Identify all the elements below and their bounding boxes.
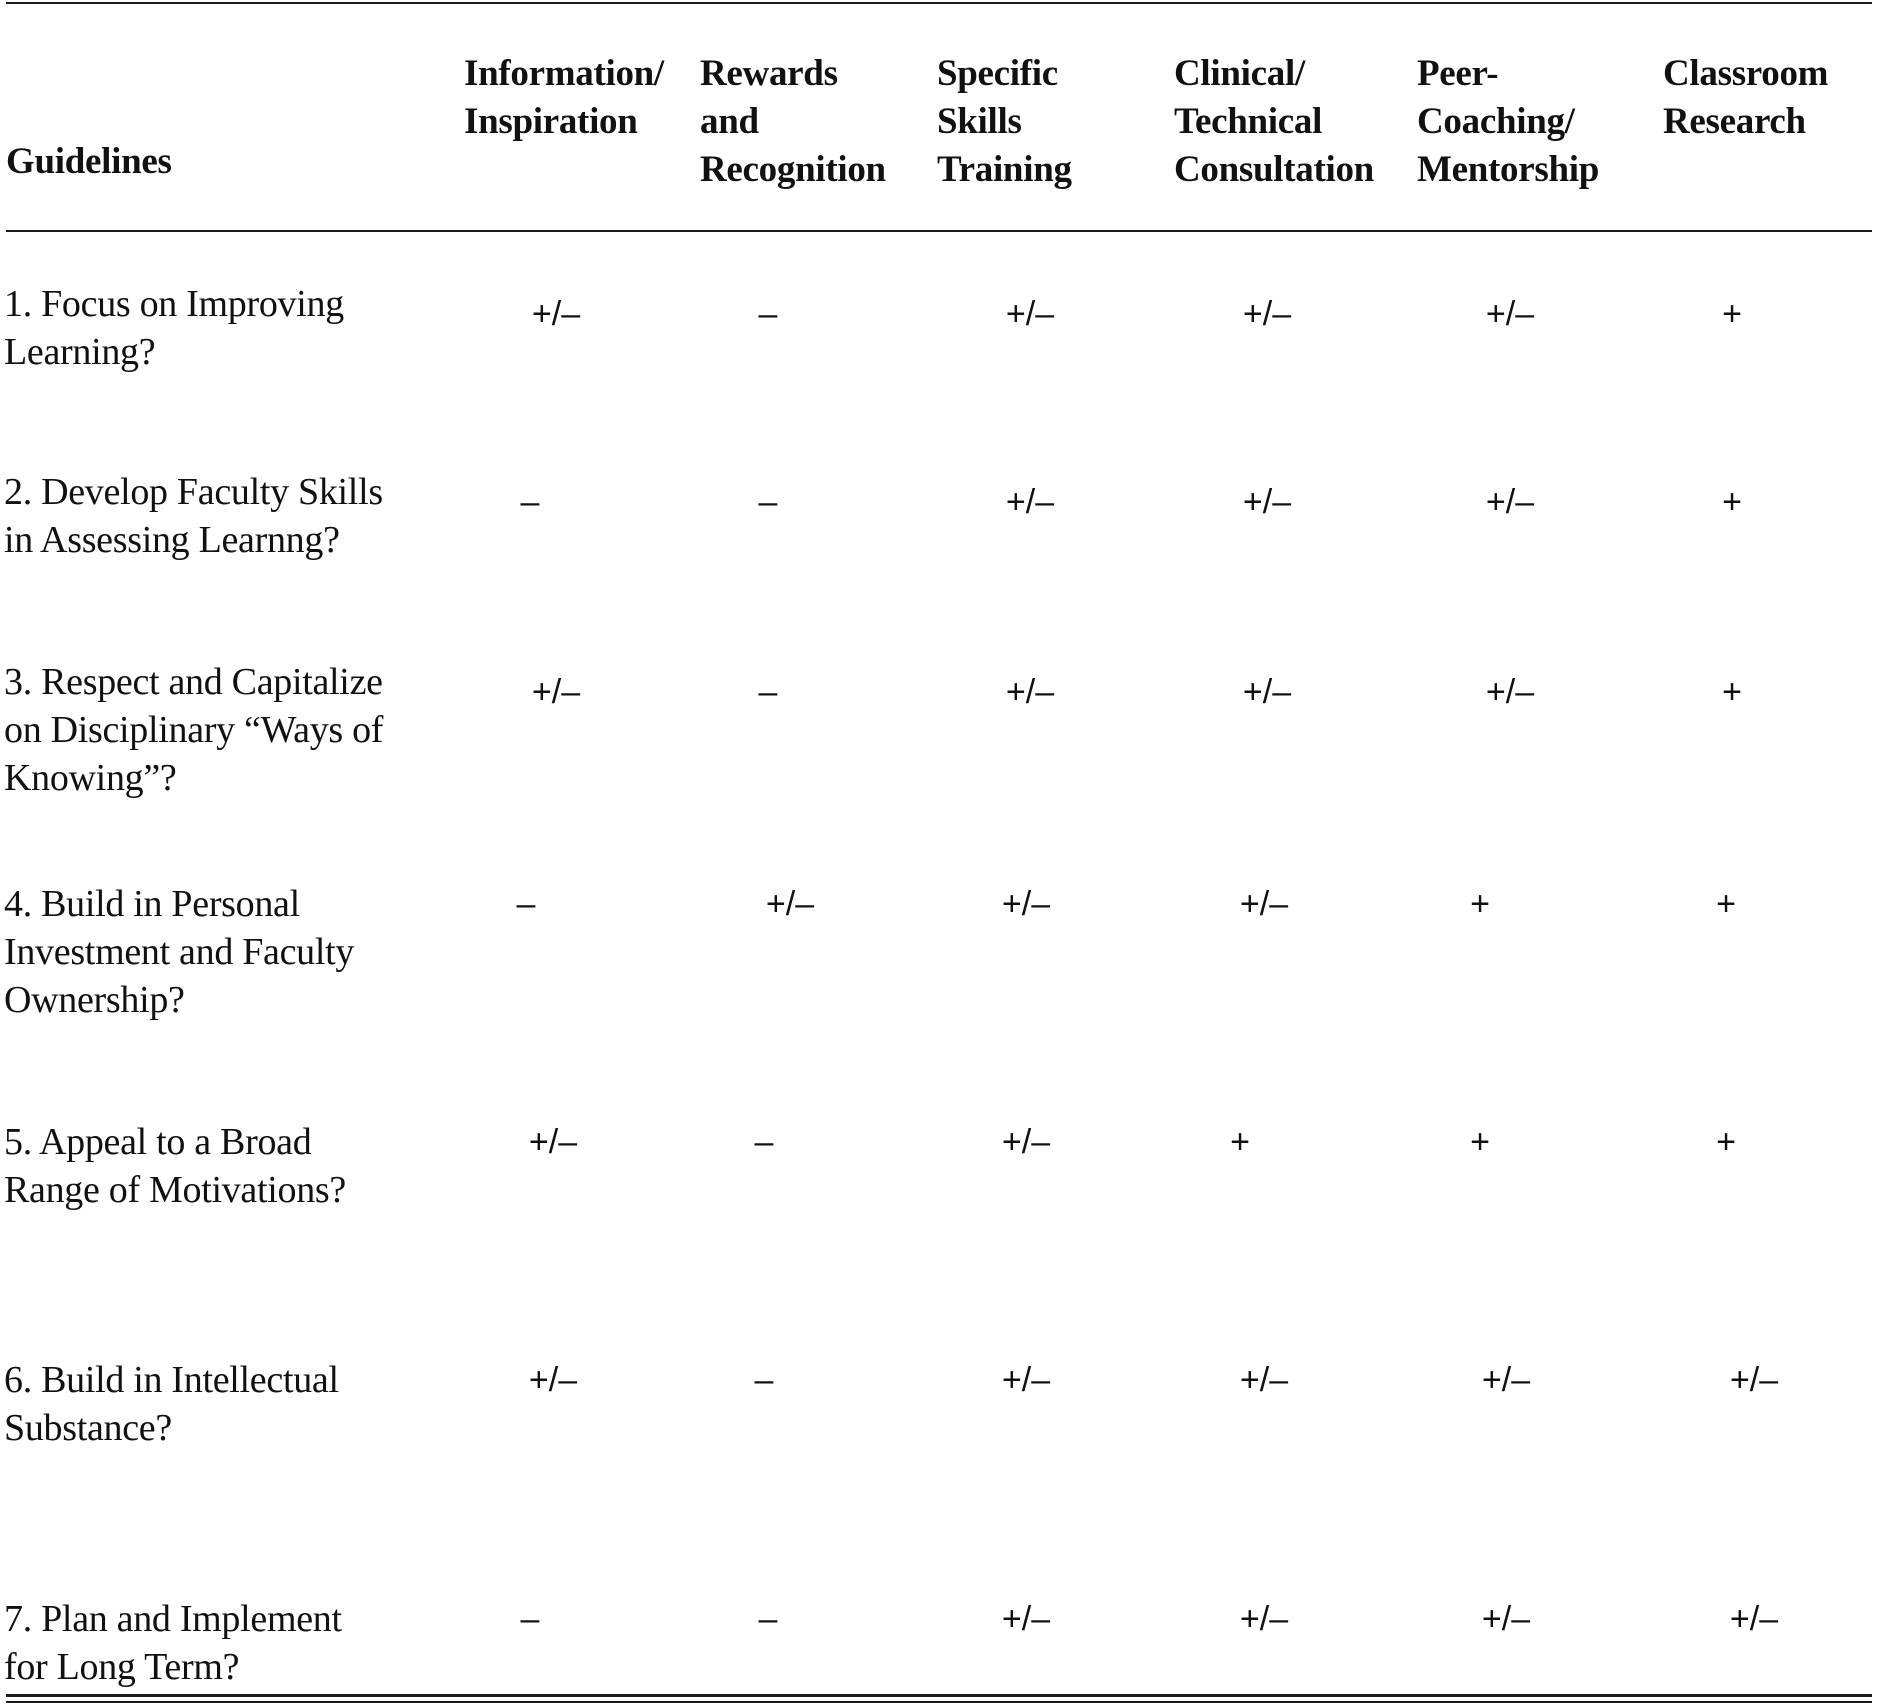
guideline-row-7 [4,1595,342,1691]
cell-row7-info: – [520,1600,540,1638]
guideline-row-2 [4,468,383,564]
header-line: Mentorship [1417,149,1600,190]
guideline-line: 5. Appeal to a Broad [4,1121,312,1163]
table-bottom-rule-double [6,1701,1872,1703]
cell-row6-research: +/– [1729,1361,1779,1399]
header-line: Training [937,149,1072,190]
guideline-line: 7. Plan and Implement [4,1598,342,1640]
table-bottom-rule [6,1694,1872,1697]
cell-row2-rewards: – [758,483,778,521]
guideline-line: on Disciplinary “Ways of [4,709,384,751]
cell-row5-peer: + [1470,1123,1490,1161]
header-guidelines: Guidelines [6,141,172,182]
cell-row3-peer: +/– [1485,673,1535,711]
header-line: Rewards [700,53,838,94]
guideline-line: Learning? [4,331,156,373]
header-line: Clinical/ [1174,53,1305,94]
cell-row1-clinical: +/– [1242,295,1292,333]
guideline-line: 6. Build in Intellectual [4,1359,339,1401]
guideline-line: Ownership? [4,979,185,1021]
cell-row6-clinical: +/– [1239,1361,1289,1399]
cell-row3-rewards: – [758,673,778,711]
header-peer-coaching-mentorship [1417,50,1599,194]
guideline-line: Investment and Faculty [4,931,355,973]
cell-row1-rewards: – [758,295,778,333]
cell-row6-rewards: – [754,1361,774,1399]
guideline-line: 2. Develop Faculty Skills [4,471,383,513]
guideline-row-1 [4,280,344,376]
cell-row5-clinical: + [1230,1123,1250,1161]
header-rewards-recognition [700,50,886,194]
header-classroom-research [1663,50,1828,146]
header-information-inspiration [464,50,664,146]
cell-row4-info: – [516,885,536,923]
cell-row4-research: + [1716,885,1736,923]
guideline-line: 3. Respect and Capitalize [4,661,383,703]
header-line: Coaching/ [1417,101,1575,142]
header-specific-skills-training [937,50,1072,194]
header-line: Peer- [1417,53,1499,94]
cell-row3-clinical: +/– [1242,673,1292,711]
cell-row3-skills: +/– [1005,673,1055,711]
cell-row7-research: +/– [1729,1600,1779,1638]
header-line: Information/ [464,53,664,94]
cell-row1-info: +/– [531,295,581,333]
header-clinical-technical-consultation [1174,50,1374,194]
cell-row3-research: + [1722,673,1742,711]
guideline-line: for Long Term? [4,1646,240,1688]
header-line: Inspiration [464,101,638,142]
table-top-rule [6,2,1872,4]
cell-row6-info: +/– [528,1361,578,1399]
cell-row1-research: + [1722,295,1742,333]
header-line: Technical [1174,101,1323,142]
cell-row7-skills: +/– [1001,1600,1051,1638]
guideline-line: Knowing”? [4,757,177,799]
cell-row4-rewards: +/– [765,885,815,923]
cell-row5-info: +/– [528,1123,578,1161]
header-line: Research [1663,101,1806,142]
cell-row2-peer: +/– [1485,483,1535,521]
guideline-row-4 [4,880,354,1024]
guideline-line: Substance? [4,1407,172,1449]
header-line: and [700,101,759,142]
cell-row2-clinical: +/– [1242,483,1292,521]
cell-row6-skills: +/– [1001,1361,1051,1399]
guideline-line: in Assessing Learnng? [4,519,340,561]
cell-row2-skills: +/– [1005,483,1055,521]
cell-row7-rewards: – [758,1600,778,1638]
header-line: Classroom [1663,53,1829,94]
header-rule [6,230,1872,232]
cell-row5-skills: +/– [1001,1123,1051,1161]
cell-row3-info: +/– [531,673,581,711]
header-line: Specific [937,53,1058,94]
cell-row4-clinical: +/– [1239,885,1289,923]
header-line: Skills [937,101,1022,142]
cell-row4-skills: +/– [1001,885,1051,923]
guideline-line: 4. Build in Personal [4,883,300,925]
cell-row5-research: + [1716,1123,1736,1161]
cell-row5-rewards: – [754,1123,774,1161]
cell-row2-info: – [520,483,540,521]
guideline-row-3 [4,658,383,802]
cell-row2-research: + [1722,483,1742,521]
guideline-line: Range of Motivations? [4,1169,346,1211]
cell-row4-peer: + [1470,885,1490,923]
cell-row6-peer: +/– [1481,1361,1531,1399]
cell-row1-skills: +/– [1005,295,1055,333]
header-line: Recognition [700,149,886,190]
cell-row7-peer: +/– [1481,1600,1531,1638]
cell-row7-clinical: +/– [1239,1600,1289,1638]
cell-row1-peer: +/– [1485,295,1535,333]
header-line: Consultation [1174,149,1374,190]
guideline-line: 1. Focus on Improving [4,283,344,325]
guideline-row-6 [4,1356,339,1452]
guideline-row-5 [4,1118,346,1214]
